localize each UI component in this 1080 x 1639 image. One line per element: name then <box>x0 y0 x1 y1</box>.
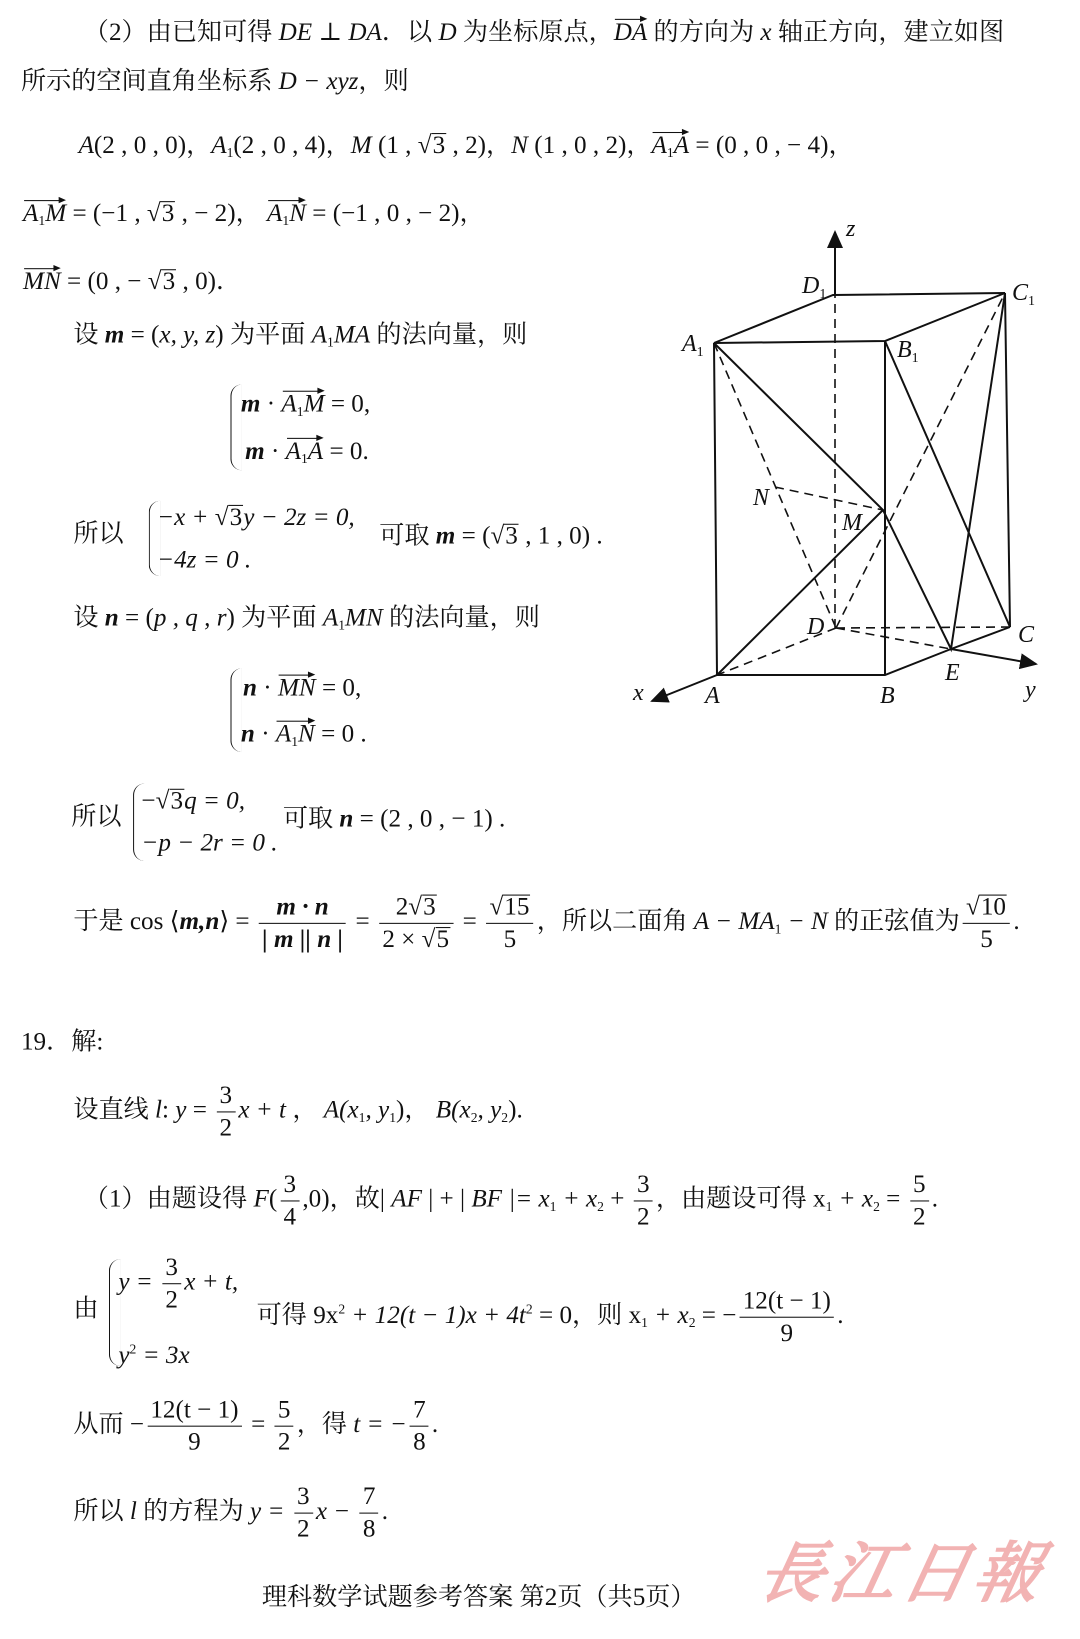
text-line: 设 n = (p , q , r) 为平面 $A_1MN$ 的法向量，则 <box>73 604 540 633</box>
vector-DA: DA <box>614 16 648 45</box>
fraction: $\frac{5}{2}$ <box>910 1169 929 1233</box>
coordinates-line: A(2 , 0 , 0)，$A_1(2$ , 0 , 4)，M (1 , √3 , 2)，N (1 , 0 , 2)，$A_1A = (0$ , 0 , − 4)， <box>79 129 854 169</box>
label-B: B <box>880 683 895 709</box>
axis-label-z: z <box>846 216 856 242</box>
label-D1: $D_1$ <box>802 273 827 302</box>
text-label: 所以 <box>73 520 124 548</box>
label-A1: $A_1$ <box>682 331 704 360</box>
axis-label-y: y <box>1025 677 1036 703</box>
hidden-edges <box>714 293 1010 675</box>
vector-A1A: $A_1A$ <box>286 435 324 472</box>
text-line: （2）由已知可得 DE ⊥ DA．以 D 为坐标原点，DA 的方向为 x 轴正方向，建立如图 <box>84 16 1004 48</box>
equation: $n \cdot A_1N = 0$ . <box>241 718 367 755</box>
label-A: A <box>705 683 720 709</box>
text-line: 设 m = (x, y, z) 为平面 $A_1MA$ 的法向量，则 <box>73 321 528 350</box>
label-M: M <box>842 510 862 536</box>
solid-edges <box>652 232 1036 701</box>
fraction: $\frac{√15}{5}$ <box>486 891 533 955</box>
fraction: $\frac{2√3}{2 \times √5}$ <box>379 891 453 955</box>
fraction: $\frac{7}{8}$ <box>360 1481 379 1545</box>
fraction: $\frac{3}{2}$ <box>216 1080 235 1144</box>
fraction: $\frac{m \cdot n}{| m || n |}$ <box>259 891 346 955</box>
label-C: C <box>1018 622 1035 648</box>
label-D: D <box>807 614 825 640</box>
equation: y = $\frac{3}{2}$ x + t, <box>118 1252 238 1316</box>
vector-MN: MN <box>23 265 61 294</box>
equation: 可取 m = (√3 , 1 , 0) . <box>379 522 603 550</box>
fraction: $\frac{3}{4}$ <box>280 1169 299 1233</box>
fraction: $\frac{3}{2}$ <box>634 1169 653 1233</box>
equation: $m \cdot A_1A = 0$. <box>245 435 369 472</box>
vector-A1N: $A_1N$ <box>267 197 306 234</box>
equation: −4z = 0 . <box>157 546 252 575</box>
equation: 可取 n = (2 , 0 , − 1) . <box>282 805 506 833</box>
equation: 可得 $9x^2 + 12(t - 1)x + 4t^2 = 0$，则 $x_1 + x_2$ = − $\frac{12(t - 1)}{9}$ . <box>257 1278 844 1354</box>
equation: −p − 2r = 0 . <box>141 829 278 857</box>
label-B1: $B_1$ <box>897 337 919 366</box>
fraction: $\frac{5}{2}$ <box>275 1394 294 1458</box>
vector-A1M: $A_1M$ <box>23 197 66 234</box>
text-line: 设直线 l: y = $\frac{3}{2}$ x + t ， $A(x_1$, $y_1$)， $B(x_2$, $y_2$). <box>73 1079 522 1149</box>
fraction: $\frac{√10}{5}$ <box>963 891 1010 955</box>
fraction: $\frac{12(t - 1)}{9}$ <box>147 1394 241 1458</box>
equation: −√3q = 0, <box>141 787 246 815</box>
text-line: 从而 − $\frac{12(t - 1)}{9}$ = $\frac{5}{2}$ ，得 t = − $\frac{7}{8}$ . <box>73 1393 438 1458</box>
fraction: $\frac{3}{2}$ <box>294 1481 313 1545</box>
equation: −x + √3y − 2z = 0, <box>157 503 355 532</box>
fraction: $\frac{12(t - 1)}{9}$ <box>740 1285 834 1349</box>
vector-A1M: $A_1M$ <box>281 388 324 425</box>
vectors-line: MN = (0 , − √3 , 0)． <box>23 265 241 297</box>
fraction: $\frac{3}{2}$ <box>162 1252 181 1316</box>
page-footer: 理科数学试题参考答案 第2页（共5页） <box>261 1583 696 1612</box>
watermark-logo: 長江日報 <box>750 1534 1056 1612</box>
vector-A1N: $A_1N$ <box>276 718 315 755</box>
label-E: E <box>945 660 960 686</box>
text-line: 所示的空间直角坐标系 D − xyz，则 <box>20 68 409 96</box>
equation: $m \cdot A_1M = 0$, <box>241 388 370 425</box>
text-line: 所以 l 的方程为 y = $\frac{3}{2}$ x − $\frac{7}{8}$ . <box>73 1480 388 1545</box>
question-number: 19．解: <box>20 1028 104 1056</box>
text-label: 所以 <box>71 803 122 831</box>
label-C1: $C_1$ <box>1012 280 1036 309</box>
equation: n · MN = 0, <box>243 671 361 703</box>
vector-MN: MN <box>278 671 316 700</box>
text-line: （1）由题设得 F( $\frac{3}{4}$ ,0)，故| AF | + | BF |= $x_1 + x_2$ + $\frac{3}{2}$ ，由题设可得 $x_1 + x_2$ = $\frac{5}{2}$ . <box>84 1168 938 1238</box>
label-N: N <box>753 485 770 511</box>
vectors-line: $A_1M = (-1$ , √3 , − 2)， $A_1N = (-1$ , 0 , − 2)， <box>23 197 485 234</box>
cosine-line: 于是 cos ⟨m,n⟩ = $\frac{m \cdot n}{| m || n |}$ = $\frac{2√3}{2 \times √5}$ = $\frac{√15}{5}$ ，所以二面角 $A - MA_1 - N$ 的正弦值为 $\frac{√10}{5}$ . <box>73 890 1019 960</box>
axis-label-x: x <box>633 680 644 706</box>
fraction: $\frac{7}{8}$ <box>410 1394 429 1458</box>
vector-A1A: $A_1A$ <box>652 129 690 166</box>
equation: $y^2 = 3x$ <box>118 1340 190 1370</box>
text-label: 由 <box>73 1295 99 1323</box>
